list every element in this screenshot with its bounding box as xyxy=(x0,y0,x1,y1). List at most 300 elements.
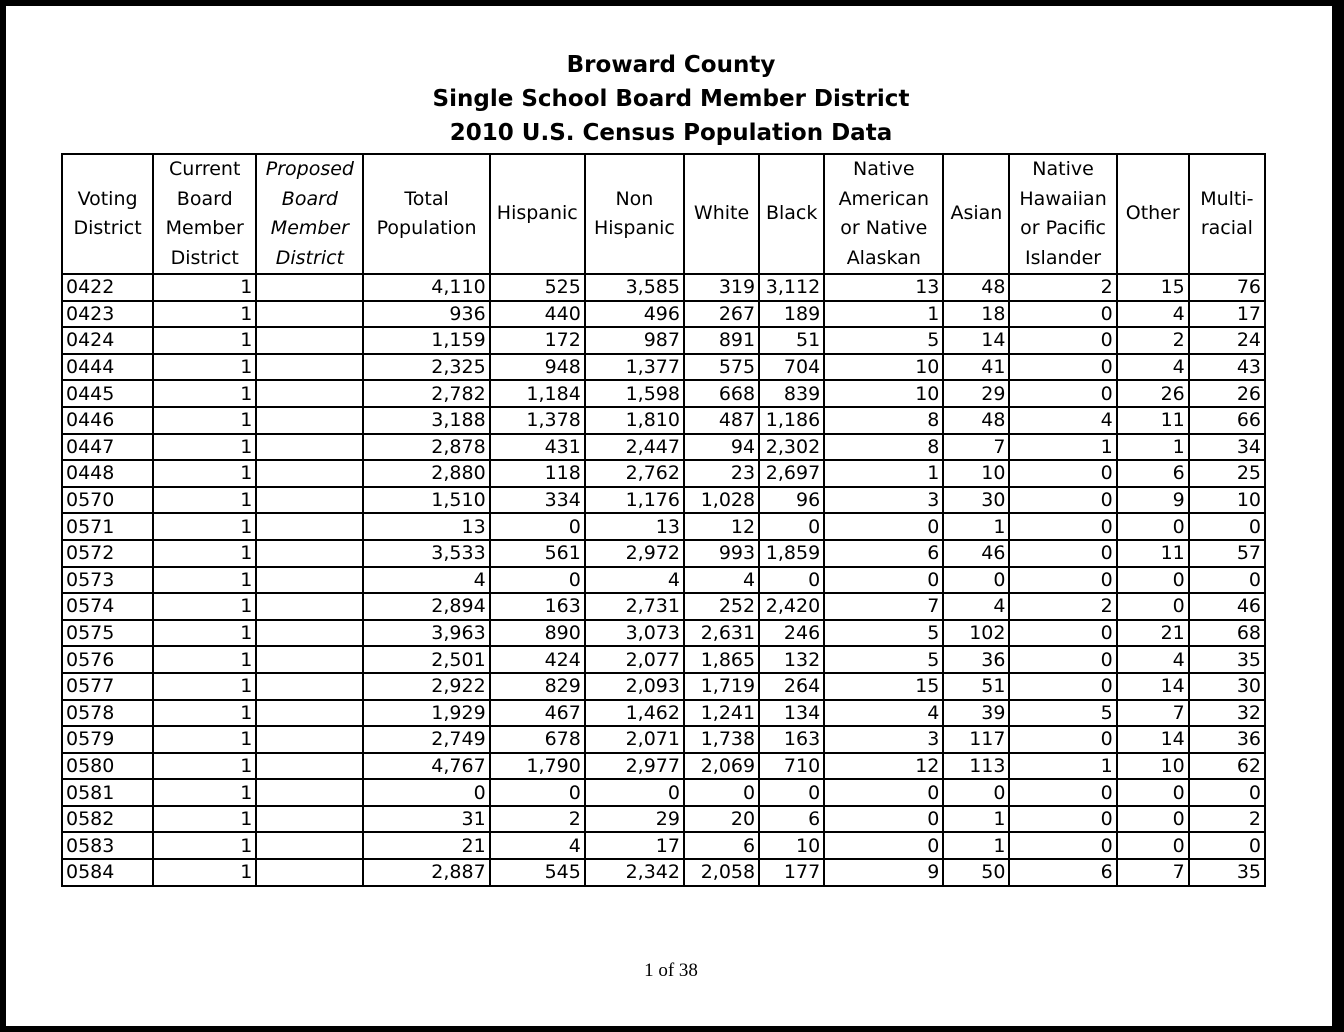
table-cell xyxy=(256,646,363,673)
table-cell: 668 xyxy=(684,380,759,407)
table-cell: 36 xyxy=(1189,726,1265,753)
table-cell xyxy=(256,513,363,540)
table-cell: 2,447 xyxy=(585,434,684,461)
table-cell: 561 xyxy=(490,540,585,567)
table-cell: 2,749 xyxy=(363,726,489,753)
table-cell xyxy=(256,700,363,727)
table-cell: 4 xyxy=(943,593,1009,620)
table-cell xyxy=(256,274,363,301)
table-cell: 66 xyxy=(1189,407,1265,434)
table-cell: 4 xyxy=(824,700,943,727)
table-cell: 1 xyxy=(153,567,256,594)
table-cell: 0571 xyxy=(62,513,153,540)
table-cell: 50 xyxy=(943,859,1009,886)
table-cell: 132 xyxy=(759,646,824,673)
table-cell: 35 xyxy=(1189,646,1265,673)
table-cell: 1 xyxy=(824,301,943,328)
table-cell: 15 xyxy=(824,673,943,700)
table-cell xyxy=(256,354,363,381)
table-cell: 34 xyxy=(1189,434,1265,461)
table-cell: 0 xyxy=(1009,646,1116,673)
table-cell: 17 xyxy=(585,832,684,859)
table-cell: 26 xyxy=(1117,380,1189,407)
table-row xyxy=(62,434,1265,461)
table-cell: 2 xyxy=(1117,327,1189,354)
table-cell: 29 xyxy=(943,380,1009,407)
table-cell: 4 xyxy=(684,567,759,594)
table-cell: 6 xyxy=(684,832,759,859)
table-cell xyxy=(256,540,363,567)
table-cell: 8 xyxy=(824,407,943,434)
column-header: White xyxy=(684,154,759,274)
table-cell: 10 xyxy=(824,354,943,381)
table-cell: 2,342 xyxy=(585,859,684,886)
table-cell: 0 xyxy=(759,567,824,594)
column-header: Native Hawaiian or Pacific Islander xyxy=(1009,154,1116,274)
table-cell: 1 xyxy=(943,513,1009,540)
table-cell: 1 xyxy=(153,593,256,620)
table-cell: 319 xyxy=(684,274,759,301)
table-cell: 0 xyxy=(1009,673,1116,700)
table-cell: 57 xyxy=(1189,540,1265,567)
table-cell: 0 xyxy=(490,567,585,594)
table-cell xyxy=(256,380,363,407)
table-cell: 3,963 xyxy=(363,620,489,647)
table-cell: 2 xyxy=(1009,274,1116,301)
table-cell: 0 xyxy=(1117,567,1189,594)
table-cell: 0 xyxy=(1117,593,1189,620)
table-cell: 10 xyxy=(824,380,943,407)
table-cell: 0 xyxy=(1117,832,1189,859)
table-cell: 163 xyxy=(490,593,585,620)
table-cell: 1 xyxy=(153,673,256,700)
column-header: Hispanic xyxy=(490,154,585,274)
column-header: Black xyxy=(759,154,824,274)
table-cell: 2,782 xyxy=(363,380,489,407)
column-header: Proposed Board Member District xyxy=(256,154,363,274)
table-cell: 4 xyxy=(1117,646,1189,673)
table-cell: 948 xyxy=(490,354,585,381)
table-cell: 1 xyxy=(153,620,256,647)
table-cell: 1 xyxy=(153,301,256,328)
table-row xyxy=(62,407,1265,434)
table-cell: 10 xyxy=(943,460,1009,487)
table-cell: 32 xyxy=(1189,700,1265,727)
table-row xyxy=(62,726,1265,753)
table-cell: 13 xyxy=(585,513,684,540)
table-cell: 1,377 xyxy=(585,354,684,381)
table-cell: 1 xyxy=(153,434,256,461)
table-cell: 987 xyxy=(585,327,684,354)
table-cell: 26 xyxy=(1189,380,1265,407)
column-header: Non Hispanic xyxy=(585,154,684,274)
table-cell xyxy=(256,487,363,514)
table-cell: 4 xyxy=(490,832,585,859)
table-cell: 890 xyxy=(490,620,585,647)
table-cell: 29 xyxy=(585,806,684,833)
table-cell: 0 xyxy=(1009,460,1116,487)
table-cell: 6 xyxy=(1117,460,1189,487)
table-row xyxy=(62,354,1265,381)
table-cell: 0 xyxy=(1009,832,1116,859)
table-cell: 30 xyxy=(1189,673,1265,700)
table-cell: 1 xyxy=(153,779,256,806)
table-cell: 0572 xyxy=(62,540,153,567)
table-cell xyxy=(256,460,363,487)
table-cell: 11 xyxy=(1117,407,1189,434)
table-cell: 189 xyxy=(759,301,824,328)
table-cell: 163 xyxy=(759,726,824,753)
table-cell: 13 xyxy=(363,513,489,540)
table-cell: 2 xyxy=(490,806,585,833)
table-cell: 545 xyxy=(490,859,585,886)
table-cell: 1 xyxy=(153,354,256,381)
table-cell: 1 xyxy=(153,646,256,673)
table-cell: 1,929 xyxy=(363,700,489,727)
table-cell: 25 xyxy=(1189,460,1265,487)
table-row xyxy=(62,301,1265,328)
table-cell: 0 xyxy=(1009,540,1116,567)
column-header: Total Population xyxy=(363,154,489,274)
title-district: Single School Board Member District xyxy=(432,86,910,112)
table-cell: 1 xyxy=(153,806,256,833)
table-row xyxy=(62,513,1265,540)
table-cell: 172 xyxy=(490,327,585,354)
table-cell: 18 xyxy=(943,301,1009,328)
table-cell: 2,631 xyxy=(684,620,759,647)
table-cell: 1 xyxy=(153,832,256,859)
table-cell: 678 xyxy=(490,726,585,753)
table-row xyxy=(62,460,1265,487)
table-cell: 94 xyxy=(684,434,759,461)
table-cell: 2,325 xyxy=(363,354,489,381)
table-cell: 1 xyxy=(153,726,256,753)
table-cell: 4 xyxy=(1009,407,1116,434)
table-cell: 1 xyxy=(153,753,256,780)
title-census: 2010 U.S. Census Population Data xyxy=(449,120,893,146)
table-row xyxy=(62,380,1265,407)
table-cell: 1 xyxy=(153,274,256,301)
table-cell: 39 xyxy=(943,700,1009,727)
table-cell: 0577 xyxy=(62,673,153,700)
table-row xyxy=(62,593,1265,620)
title-county: Broward County xyxy=(566,52,776,78)
report-title xyxy=(6,48,1336,150)
table-cell: 0581 xyxy=(62,779,153,806)
table-cell: 14 xyxy=(943,327,1009,354)
table-cell: 0 xyxy=(1189,779,1265,806)
table-cell: 2,069 xyxy=(684,753,759,780)
table-cell: 76 xyxy=(1189,274,1265,301)
table-cell: 0 xyxy=(824,513,943,540)
table-cell: 0 xyxy=(759,513,824,540)
table-cell: 1,378 xyxy=(490,407,585,434)
table-cell: 46 xyxy=(1189,593,1265,620)
table-cell: 118 xyxy=(490,460,585,487)
table-cell: 1 xyxy=(153,407,256,434)
table-cell: 0 xyxy=(824,832,943,859)
table-cell: 0 xyxy=(824,779,943,806)
table-row xyxy=(62,274,1265,301)
table-cell: 1,028 xyxy=(684,487,759,514)
table-cell: 9 xyxy=(824,859,943,886)
table-cell: 14 xyxy=(1117,726,1189,753)
column-header: Voting District xyxy=(62,154,153,274)
table-cell: 440 xyxy=(490,301,585,328)
table-cell xyxy=(256,434,363,461)
document-page xyxy=(6,6,1332,1026)
table-cell: 0 xyxy=(1009,726,1116,753)
table-cell: 252 xyxy=(684,593,759,620)
table-cell: 43 xyxy=(1189,354,1265,381)
table-cell: 41 xyxy=(943,354,1009,381)
table-cell: 0 xyxy=(1009,380,1116,407)
table-row xyxy=(62,779,1265,806)
table-cell: 3 xyxy=(824,726,943,753)
table-cell: 0 xyxy=(1009,513,1116,540)
table-cell: 0573 xyxy=(62,567,153,594)
table-cell: 21 xyxy=(363,832,489,859)
table-row xyxy=(62,700,1265,727)
table-cell: 2,922 xyxy=(363,673,489,700)
table-cell: 993 xyxy=(684,540,759,567)
table-cell: 62 xyxy=(1189,753,1265,780)
table-cell: 2,058 xyxy=(684,859,759,886)
table-cell: 31 xyxy=(363,806,489,833)
table-cell: 1 xyxy=(1009,753,1116,780)
table-cell: 267 xyxy=(684,301,759,328)
table-cell: 0570 xyxy=(62,487,153,514)
table-cell: 2 xyxy=(1009,593,1116,620)
table-cell: 1 xyxy=(153,327,256,354)
table-cell: 3,073 xyxy=(585,620,684,647)
table-cell: 0574 xyxy=(62,593,153,620)
table-cell: 936 xyxy=(363,301,489,328)
table-cell: 710 xyxy=(759,753,824,780)
table-cell: 1 xyxy=(153,513,256,540)
table-row xyxy=(62,832,1265,859)
table-cell: 2,972 xyxy=(585,540,684,567)
table-cell xyxy=(256,726,363,753)
table-cell: 51 xyxy=(759,327,824,354)
table-cell: 0 xyxy=(759,779,824,806)
table-cell: 431 xyxy=(490,434,585,461)
table-cell: 1,859 xyxy=(759,540,824,567)
table-cell: 2,887 xyxy=(363,859,489,886)
table-cell: 0 xyxy=(943,779,1009,806)
table-cell: 1,184 xyxy=(490,380,585,407)
table-cell: 4 xyxy=(1117,301,1189,328)
table-header-row xyxy=(62,154,1265,274)
table-cell: 0 xyxy=(1009,806,1116,833)
table-row xyxy=(62,646,1265,673)
table-cell: 1 xyxy=(153,380,256,407)
table-cell: 10 xyxy=(1117,753,1189,780)
table-row xyxy=(62,859,1265,886)
table-cell: 2,071 xyxy=(585,726,684,753)
table-cell: 7 xyxy=(1117,700,1189,727)
table-cell xyxy=(256,806,363,833)
table-cell: 0 xyxy=(1189,513,1265,540)
table-cell: 10 xyxy=(1189,487,1265,514)
table-cell: 1,738 xyxy=(684,726,759,753)
table-cell: 2,977 xyxy=(585,753,684,780)
table-cell xyxy=(256,832,363,859)
table-cell: 0447 xyxy=(62,434,153,461)
table-cell: 0 xyxy=(943,567,1009,594)
table-row xyxy=(62,753,1265,780)
table-cell: 6 xyxy=(1009,859,1116,886)
table-cell: 14 xyxy=(1117,673,1189,700)
table-cell: 10 xyxy=(759,832,824,859)
table-cell: 0575 xyxy=(62,620,153,647)
table-cell: 0 xyxy=(1009,487,1116,514)
table-cell: 4 xyxy=(1117,354,1189,381)
table-row xyxy=(62,327,1265,354)
table-cell: 48 xyxy=(943,407,1009,434)
table-cell: 7 xyxy=(824,593,943,620)
table-cell: 15 xyxy=(1117,274,1189,301)
table-cell: 0448 xyxy=(62,460,153,487)
table-cell: 3,533 xyxy=(363,540,489,567)
table-cell: 2,697 xyxy=(759,460,824,487)
census-table xyxy=(61,153,1266,887)
table-cell: 13 xyxy=(824,274,943,301)
table-row xyxy=(62,487,1265,514)
table-cell: 1,810 xyxy=(585,407,684,434)
table-cell: 12 xyxy=(684,513,759,540)
table-cell: 0 xyxy=(1117,779,1189,806)
table-cell: 6 xyxy=(824,540,943,567)
table-cell: 0579 xyxy=(62,726,153,753)
table-cell: 0 xyxy=(1117,513,1189,540)
table-cell: 0 xyxy=(824,567,943,594)
column-header: Native American or Native Alaskan xyxy=(824,154,943,274)
table-cell: 0583 xyxy=(62,832,153,859)
table-cell: 1,865 xyxy=(684,646,759,673)
table-cell: 1,176 xyxy=(585,487,684,514)
table-cell xyxy=(256,779,363,806)
column-header: Other xyxy=(1117,154,1189,274)
table-cell: 23 xyxy=(684,460,759,487)
table-cell: 5 xyxy=(824,620,943,647)
table-cell: 0578 xyxy=(62,700,153,727)
table-cell: 48 xyxy=(943,274,1009,301)
table-cell: 0 xyxy=(1189,567,1265,594)
table-cell: 704 xyxy=(759,354,824,381)
table-cell xyxy=(256,593,363,620)
page-number: 1 of 38 xyxy=(644,960,698,981)
table-row xyxy=(62,620,1265,647)
table-cell: 4 xyxy=(585,567,684,594)
column-header: Current Board Member District xyxy=(153,154,256,274)
table-cell: 117 xyxy=(943,726,1009,753)
table-cell: 0445 xyxy=(62,380,153,407)
table-cell: 4,110 xyxy=(363,274,489,301)
table-row xyxy=(62,567,1265,594)
table-cell: 0 xyxy=(1117,806,1189,833)
table-cell xyxy=(256,859,363,886)
table-cell: 0 xyxy=(824,806,943,833)
table-cell: 0 xyxy=(1189,832,1265,859)
table-cell: 2,880 xyxy=(363,460,489,487)
table-cell: 17 xyxy=(1189,301,1265,328)
table-cell xyxy=(256,567,363,594)
table-cell: 2,731 xyxy=(585,593,684,620)
table-cell: 0580 xyxy=(62,753,153,780)
table-cell: 496 xyxy=(585,301,684,328)
table-cell: 467 xyxy=(490,700,585,727)
table-cell: 1,510 xyxy=(363,487,489,514)
table-cell: 0 xyxy=(490,513,585,540)
table-cell: 0 xyxy=(490,779,585,806)
table-cell: 0584 xyxy=(62,859,153,886)
table-cell: 5 xyxy=(1009,700,1116,727)
table-cell: 46 xyxy=(943,540,1009,567)
table-cell: 2,894 xyxy=(363,593,489,620)
table-cell xyxy=(256,620,363,647)
table-cell: 12 xyxy=(824,753,943,780)
table-row xyxy=(62,806,1265,833)
table-cell: 0 xyxy=(1009,327,1116,354)
table-cell: 177 xyxy=(759,859,824,886)
table-cell: 1 xyxy=(153,540,256,567)
table-cell: 0422 xyxy=(62,274,153,301)
table-cell: 1 xyxy=(943,832,1009,859)
table-cell: 1 xyxy=(943,806,1009,833)
table-cell: 1 xyxy=(153,487,256,514)
table-row xyxy=(62,673,1265,700)
table-cell: 1 xyxy=(153,700,256,727)
column-header: Asian xyxy=(943,154,1009,274)
table-cell xyxy=(256,327,363,354)
table-cell: 0424 xyxy=(62,327,153,354)
table-cell: 2,762 xyxy=(585,460,684,487)
table-cell: 2 xyxy=(1189,806,1265,833)
table-cell: 0582 xyxy=(62,806,153,833)
table-cell: 35 xyxy=(1189,859,1265,886)
table-cell: 2,878 xyxy=(363,434,489,461)
table-cell: 1,241 xyxy=(684,700,759,727)
table-cell: 7 xyxy=(943,434,1009,461)
table-cell: 0576 xyxy=(62,646,153,673)
table-cell: 4 xyxy=(363,567,489,594)
table-cell: 134 xyxy=(759,700,824,727)
table-cell: 424 xyxy=(490,646,585,673)
table-cell: 36 xyxy=(943,646,1009,673)
table-cell: 264 xyxy=(759,673,824,700)
table-cell: 0 xyxy=(363,779,489,806)
table-cell: 246 xyxy=(759,620,824,647)
table-cell: 0 xyxy=(1009,567,1116,594)
table-cell: 3,188 xyxy=(363,407,489,434)
table-cell: 839 xyxy=(759,380,824,407)
table-cell: 1 xyxy=(153,859,256,886)
table-cell: 2,302 xyxy=(759,434,824,461)
table-cell: 575 xyxy=(684,354,759,381)
table-cell: 21 xyxy=(1117,620,1189,647)
table-cell: 1,598 xyxy=(585,380,684,407)
column-header: Multi-racial xyxy=(1189,154,1265,274)
table-cell xyxy=(256,753,363,780)
table-cell: 1,159 xyxy=(363,327,489,354)
table-cell: 2,077 xyxy=(585,646,684,673)
table-cell: 1,719 xyxy=(684,673,759,700)
table-cell: 6 xyxy=(759,806,824,833)
table-cell: 0 xyxy=(585,779,684,806)
table-cell: 1,790 xyxy=(490,753,585,780)
table-cell: 1 xyxy=(824,460,943,487)
